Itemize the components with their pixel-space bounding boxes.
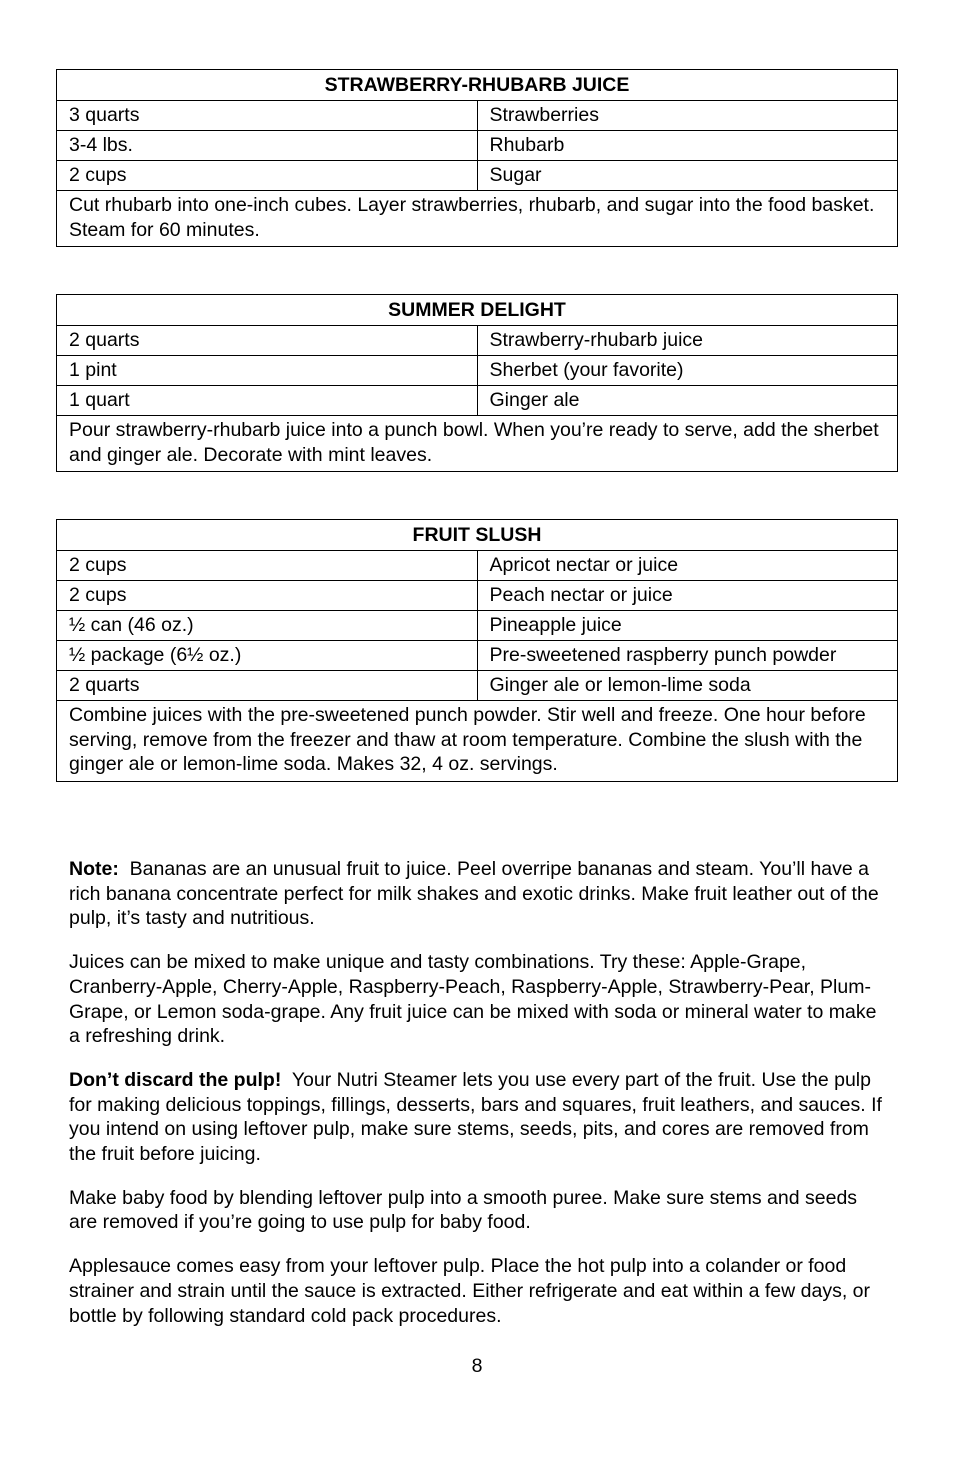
ingredient-row xyxy=(57,131,898,161)
ingredient-item: Apricot nectar or juice xyxy=(477,551,898,581)
ingredient-amount: 2 cups xyxy=(57,581,478,611)
baby-food-paragraph: Make baby food by blending leftover pulp into a smooth puree. Make sure stems and seeds are removed if you’re going to use pulp for baby food. xyxy=(69,1186,858,1234)
ingredient-row xyxy=(57,611,898,641)
ingredient-row xyxy=(57,641,898,671)
ingredient-row xyxy=(57,551,898,581)
mixing-paragraph: Juices can be mixed to make unique and tasty combinations. Try these: Apple-Grape, Cranberry-Apple, Cherry-Apple, Raspberry-Peach, Raspberry-Apple, Strawberry-Pear, Plum-Grape, or Lemon soda-grape. Any fruit juice can be mixed with soda or mineral water to make a refreshing drink. xyxy=(69,951,877,1048)
ingredient-item: Strawberries xyxy=(477,101,898,131)
ingredient-row xyxy=(57,386,898,416)
ingredient-item: Sherbet (your favorite) xyxy=(477,356,898,386)
recipe-instructions: Combine juices with the pre-sweetened punch powder. Stir well and freeze. One hour before serving, remove from the freezer and thaw at room temperature. Combine the slush with the ginger ale or lemon-lime soda. Makes 32, 4 oz. servings. xyxy=(57,701,898,782)
pulp-text: Your Nutri Steamer lets you use every part of the fruit. Use the pulp for making delicious toppings, fillings, desserts, bars and squares, fruit leathers, and sauces. If you intend on using leftover pulp, make sure stems, seeds, pits, and cores are removed from the fruit before juicing. xyxy=(69,1068,882,1166)
notes-section xyxy=(69,857,889,1347)
ingredient-item: Rhubarb xyxy=(477,131,898,161)
ingredient-amount: 1 quart xyxy=(57,386,478,416)
page-number: 8 xyxy=(471,1355,483,1377)
recipe-table-fruit-slush xyxy=(56,519,898,782)
ingredient-row xyxy=(57,581,898,611)
ingredient-amount: 3 quarts xyxy=(57,101,478,131)
ingredient-item: Pineapple juice xyxy=(477,611,898,641)
ingredient-item: Peach nectar or juice xyxy=(477,581,898,611)
ingredient-item: Sugar xyxy=(477,161,898,191)
note-paragraph xyxy=(69,857,889,931)
pulp-label: Don’t discard the pulp! xyxy=(69,1068,282,1091)
ingredient-item: Ginger ale or lemon-lime soda xyxy=(477,671,898,701)
ingredient-amount: ½ package (6½ oz.) xyxy=(57,641,478,671)
ingredient-row xyxy=(57,326,898,356)
recipe-title: SUMMER DELIGHT xyxy=(57,295,898,326)
pulp-paragraph xyxy=(69,1068,889,1167)
ingredient-item: Strawberry-rhubarb juice xyxy=(477,326,898,356)
ingredient-item: Ginger ale xyxy=(477,386,898,416)
recipe-title: FRUIT SLUSH xyxy=(57,520,898,551)
note-text: Bananas are an unusual fruit to juice. Peel overripe bananas and steam. You’ll have a rich banana concentrate perfect for milk shakes and exotic drinks. Make fruit leather out of the pulp, it’s tasty and nutritious. xyxy=(69,858,879,930)
ingredient-amount: 1 pint xyxy=(57,356,478,386)
ingredient-row xyxy=(57,671,898,701)
recipe-table-summer-delight xyxy=(56,294,898,472)
ingredient-amount: 2 cups xyxy=(57,161,478,191)
ingredient-row xyxy=(57,101,898,131)
ingredient-item: Pre-sweetened raspberry punch powder xyxy=(477,641,898,671)
ingredient-amount: 2 quarts xyxy=(57,326,478,356)
recipe-title: STRAWBERRY-RHUBARB JUICE xyxy=(57,70,898,101)
recipe-instructions: Pour strawberry-rhubarb juice into a punch bowl. When you’re ready to serve, add the sherbet and ginger ale. Decorate with mint leaves. xyxy=(57,416,898,472)
ingredient-amount: ½ can (46 oz.) xyxy=(57,611,478,641)
recipe-table-strawberry-rhubarb-juice xyxy=(56,69,898,247)
ingredient-row xyxy=(57,356,898,386)
ingredient-row xyxy=(57,161,898,191)
ingredient-amount: 3-4 lbs. xyxy=(57,131,478,161)
recipe-instructions: Cut rhubarb into one-inch cubes. Layer strawberries, rhubarb, and sugar into the food basket. Steam for 60 minutes. xyxy=(57,191,898,247)
applesauce-paragraph: Applesauce comes easy from your leftover pulp. Place the hot pulp into a colander or food strainer and strain until the sauce is extracted. Either refrigerate and eat within a few days, or bottle by following standard cold pack procedures. xyxy=(69,1255,870,1327)
ingredient-amount: 2 cups xyxy=(57,551,478,581)
note-label: Note: xyxy=(69,858,119,880)
ingredient-amount: 2 quarts xyxy=(57,671,478,701)
